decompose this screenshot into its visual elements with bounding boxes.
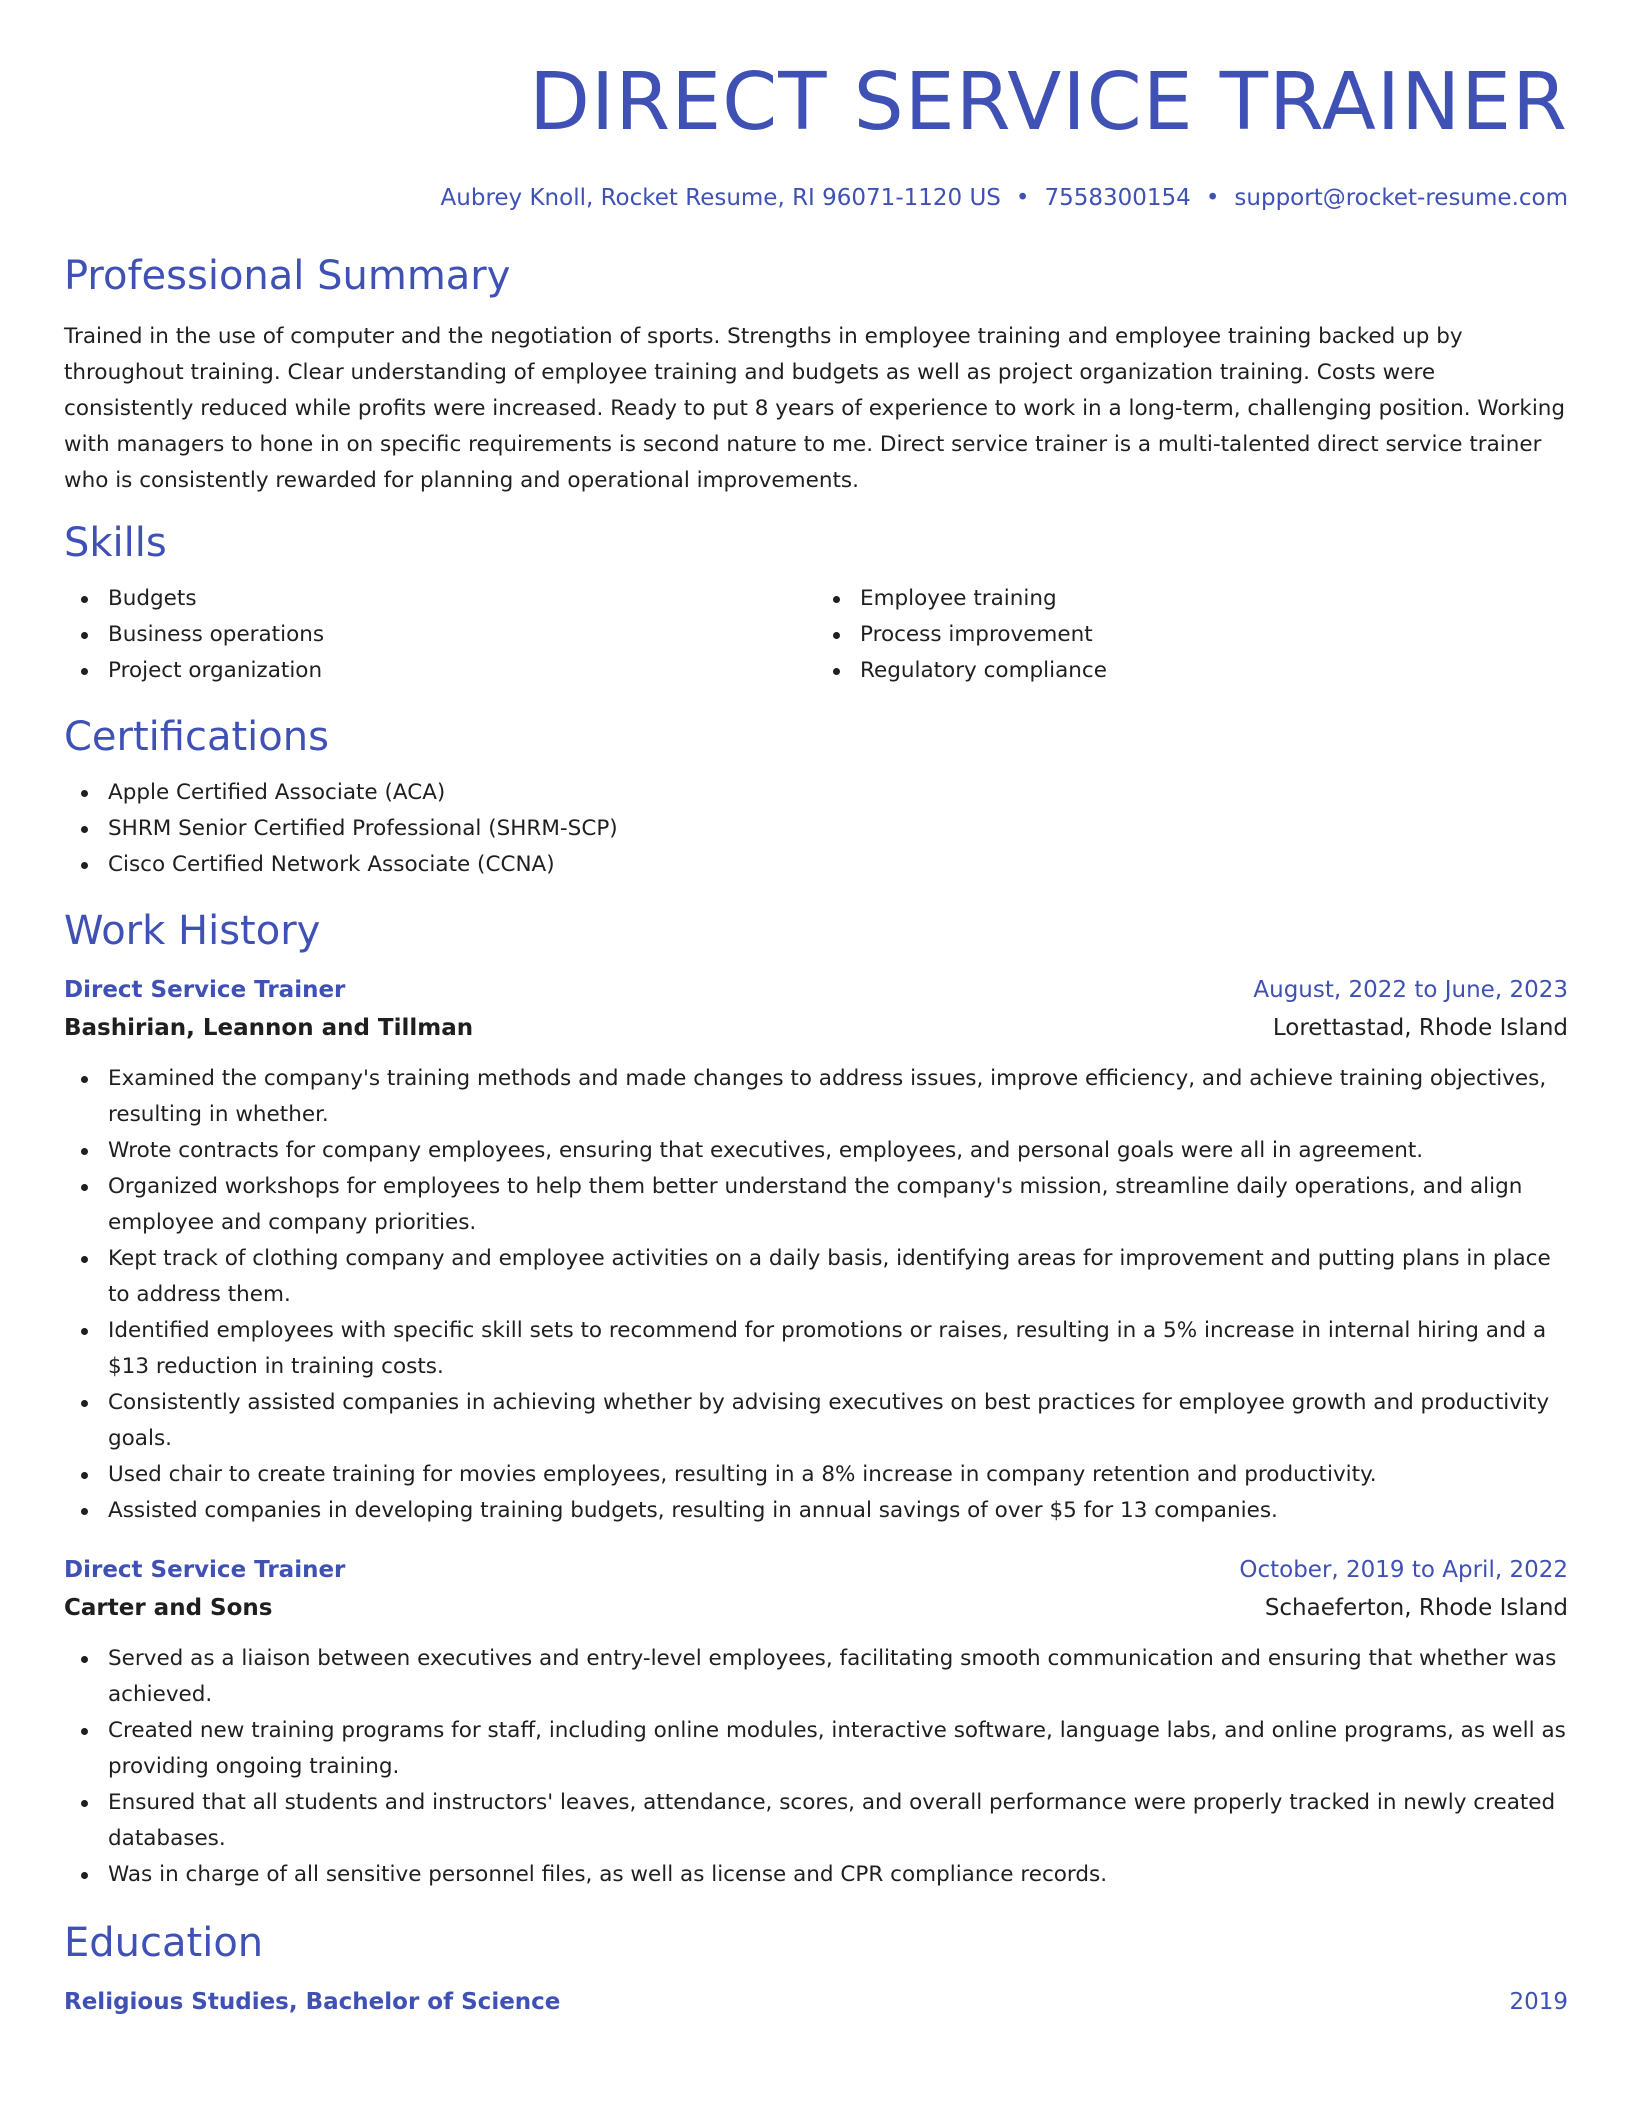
job-bullet: Examined the company's training methods and made changes to address issues, improve efficiency, and achieve training objectives, resulting in whether.: [108, 1061, 1568, 1133]
skill-item: Regulatory compliance: [860, 653, 1568, 689]
job-bullet: Identified employees with specific skill sets to recommend for promotions or raises, resulting in a 5% increase in internal hiring and a $13 reduction in training costs.: [108, 1313, 1568, 1385]
contact-phone: 7558300154: [1044, 185, 1191, 211]
section-heading-skills: Skills: [64, 520, 167, 566]
job-entry: [64, 971, 1568, 1529]
job-location: Schaeferton, Rhode Island: [1264, 1595, 1568, 1621]
skills-list-left: [64, 581, 816, 689]
skill-item: Project organization: [108, 653, 816, 689]
job-location: Lorettastad, Rhode Island: [1272, 1015, 1568, 1041]
job-bullet: Served as a liaison between executives and entry-level employees, facilitating smooth communication and ensuring that whether was achieved.: [108, 1641, 1568, 1713]
skill-item: Budgets: [108, 581, 816, 617]
job-bullets: [64, 1061, 1568, 1529]
section-heading-certifications: Certifications: [64, 714, 329, 760]
job-company-row: [64, 1009, 1568, 1047]
certification-item: Apple Certified Associate (ACA): [108, 775, 1568, 811]
job-title: Direct Service Trainer: [64, 977, 346, 1003]
job-bullet: Assisted companies in developing training budgets, resulting in annual savings of over $5 for 13 companies.: [108, 1493, 1568, 1529]
job-title: Direct Service Trainer: [64, 1557, 346, 1583]
certifications-list: [64, 775, 1568, 883]
skills-list-right: [816, 581, 1568, 689]
contact-email[interactable]: support@rocket-resume.com: [1234, 185, 1568, 211]
job-entry: [64, 1551, 1568, 1893]
contact-separator: •: [1205, 185, 1220, 211]
resume-title: DIRECT SERVICE TRAINER: [529, 56, 1568, 148]
certification-item: SHRM Senior Certified Professional (SHRM-SCP): [108, 811, 1568, 847]
job-bullet: Kept track of clothing company and employee activities on a daily basis, identifying areas for improvement and putting plans in place to address them.: [108, 1241, 1568, 1313]
skill-item: Process improvement: [860, 617, 1568, 653]
job-bullet: Consistently assisted companies in achieving whether by advising executives on best practices for employee growth and productivity goals.: [108, 1385, 1568, 1457]
contact-separator: •: [1015, 185, 1030, 211]
job-title-row: [64, 1551, 1568, 1589]
skill-item: Employee training: [860, 581, 1568, 617]
job-company: Bashirian, Leannon and Tillman: [64, 1015, 474, 1041]
section-heading-summary: Professional Summary: [64, 253, 511, 299]
skills-grid: [64, 581, 1568, 689]
job-bullet: Ensured that all students and instructors' leaves, attendance, scores, and overall performance were properly tracked in newly created databases.: [108, 1785, 1568, 1857]
education-degree: Religious Studies, Bachelor of Science: [64, 1989, 561, 2015]
section-heading-work-history: Work History: [64, 908, 321, 954]
contact-address: Aubrey Knoll, Rocket Resume, RI 96071-1120 US: [440, 185, 1001, 211]
certification-item: Cisco Certified Network Associate (CCNA): [108, 847, 1568, 883]
contact-line: [64, 182, 1568, 214]
skill-item: Business operations: [108, 617, 816, 653]
summary-text: Trained in the use of computer and the negotiation of sports. Strengths in employee training and employee training backed up by throughout training. Clear understanding of employee training and budgets as well as project organization training. Costs were consistently reduced while profits were increased. Ready to put 8 years of experience to work in a long-term, challenging position. Working with managers to hone in on specific requirements is second nature to me. Direct service trainer is a multi-talented direct service trainer who is consistently rewarded for planning and operational improvements.: [64, 324, 1566, 493]
job-bullet: Organized workshops for employees to help them better understand the company's mission, streamline daily operations, and align employee and company priorities.: [108, 1169, 1568, 1241]
education-year: 2019: [1509, 1989, 1568, 2015]
education-row: [64, 1983, 1568, 2021]
job-company: Carter and Sons: [64, 1595, 273, 1621]
job-bullet: Used chair to create training for movies employees, resulting in a 8% increase in company retention and productivity.: [108, 1457, 1568, 1493]
job-bullet: Created new training programs for staff, including online modules, interactive software, language labs, and online programs, as well as providing ongoing training.: [108, 1713, 1568, 1785]
job-bullet: Wrote contracts for company employees, ensuring that executives, employees, and personal goals were all in agreement.: [108, 1133, 1568, 1169]
job-dates: October, 2019 to April, 2022: [1239, 1557, 1568, 1583]
job-bullets: [64, 1641, 1568, 1893]
section-heading-education: Education: [64, 1920, 264, 1966]
job-title-row: [64, 971, 1568, 1009]
job-company-row: [64, 1589, 1568, 1627]
job-dates: August, 2022 to June, 2023: [1253, 977, 1568, 1003]
job-bullet: Was in charge of all sensitive personnel files, as well as license and CPR compliance records.: [108, 1857, 1568, 1893]
